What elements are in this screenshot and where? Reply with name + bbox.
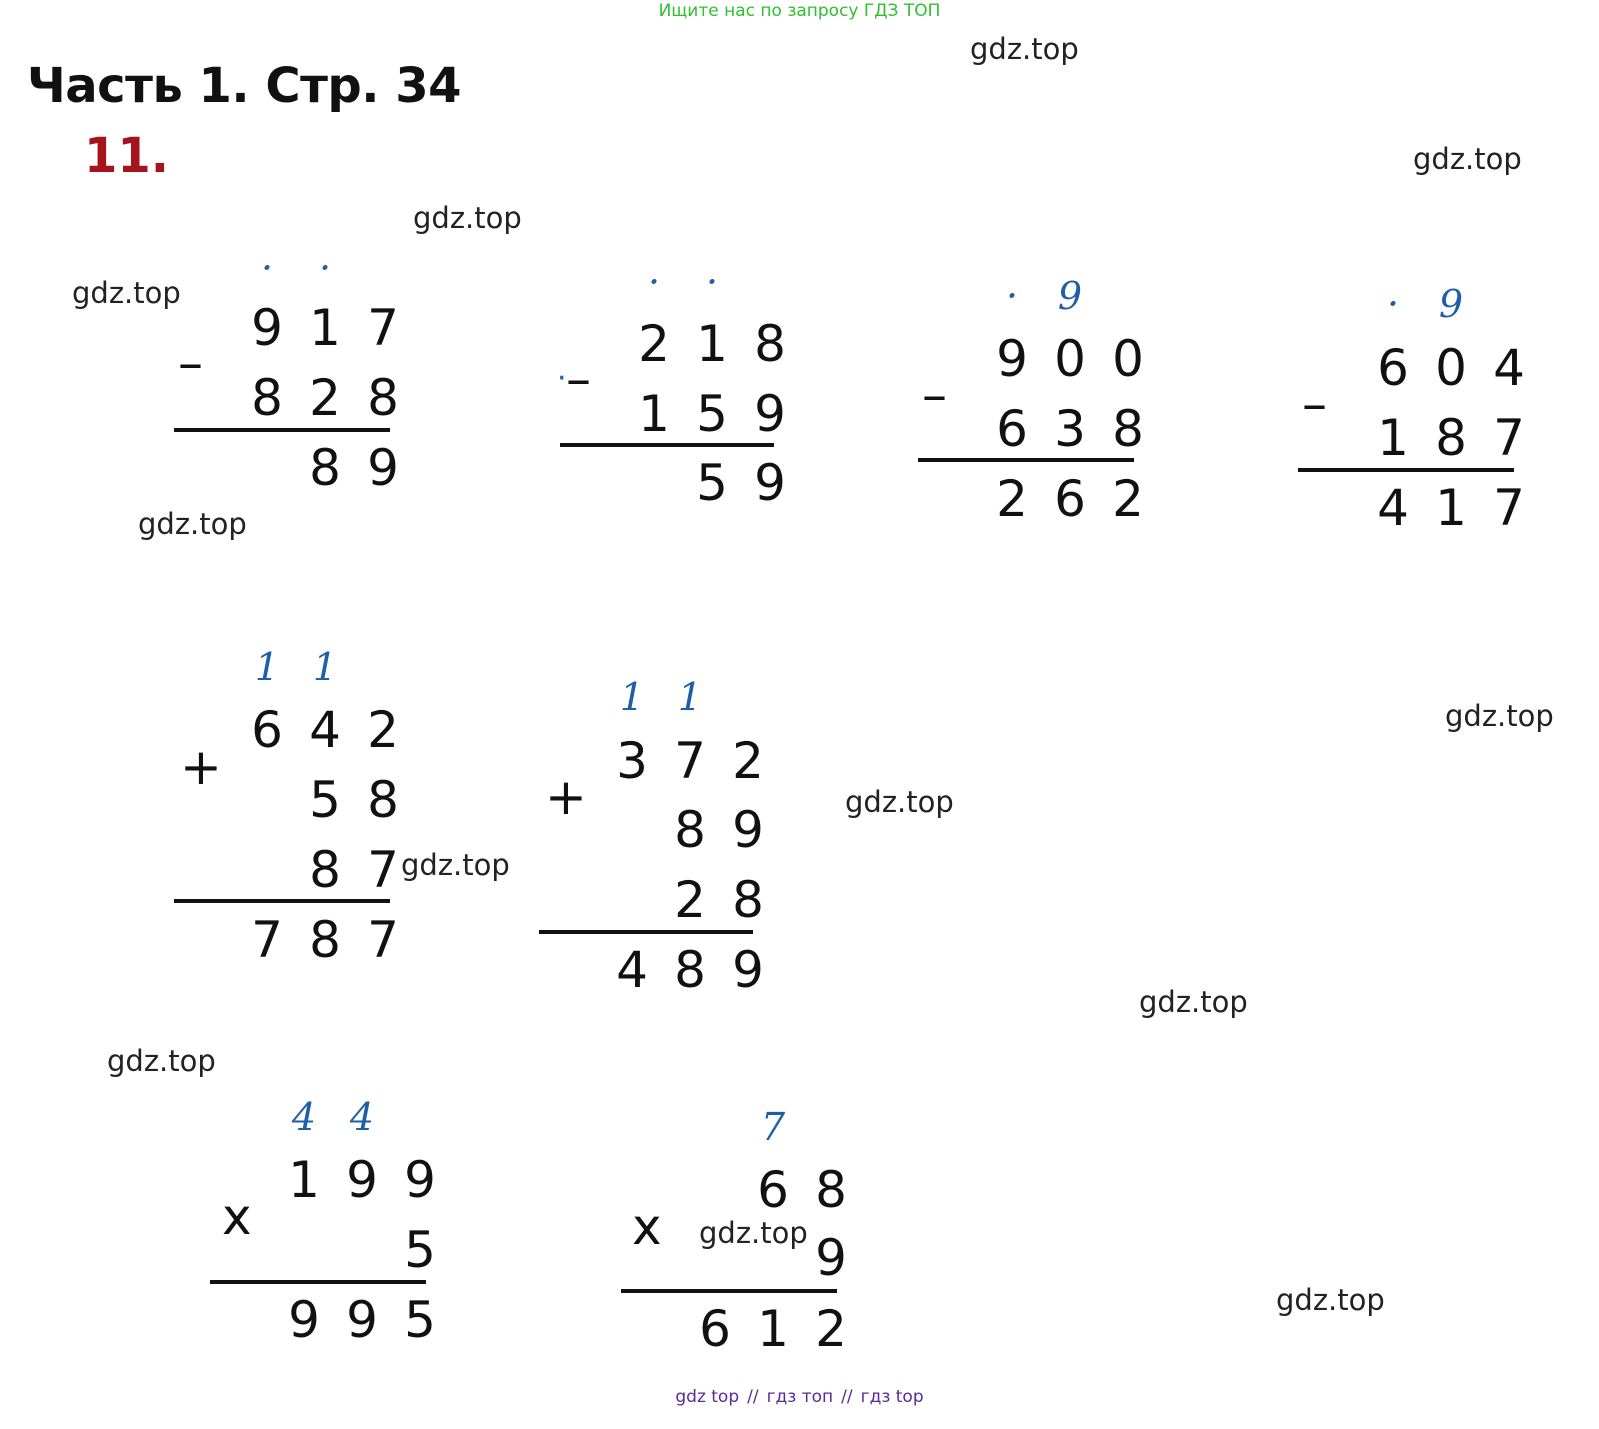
result-line — [174, 899, 390, 903]
result-line — [621, 1289, 837, 1293]
watermark: gdz.top — [1276, 1283, 1385, 1317]
digit: 1 — [309, 299, 341, 357]
digit: · — [647, 260, 661, 304]
carry-row — [1364, 274, 1538, 334]
digit: 1 — [696, 315, 728, 373]
digit: 8 — [1112, 400, 1144, 458]
result-line — [560, 443, 774, 447]
digit: 2 — [996, 470, 1028, 528]
digit: 6 — [699, 1300, 731, 1358]
digit: 1 — [312, 645, 338, 689]
watermark: gdz.top — [1413, 142, 1522, 176]
digit: 7 — [367, 841, 399, 899]
carry-row — [238, 637, 412, 697]
task-number: 11. — [84, 128, 170, 184]
digit: 4 — [1493, 339, 1525, 397]
digit: 2 — [732, 732, 764, 790]
digit: 6 — [757, 1161, 789, 1219]
digit: 1 — [1435, 479, 1467, 537]
digit: · — [1386, 282, 1400, 326]
digit: 4 — [291, 1095, 317, 1139]
digit: 2 — [1112, 470, 1144, 528]
watermark: gdz.top — [970, 32, 1079, 66]
digit: 8 — [309, 841, 341, 899]
digit: 9 — [1438, 282, 1464, 326]
digit: 5 — [404, 1221, 436, 1279]
footer — [0, 1387, 1599, 1407]
result-line — [174, 428, 390, 432]
digit: 8 — [309, 439, 341, 497]
carry-row — [238, 238, 412, 298]
digit: 8 — [251, 369, 283, 427]
operand-row — [238, 298, 412, 358]
footer-separator: // — [841, 1387, 853, 1407]
operation-sign: – — [1302, 375, 1327, 433]
operand-row — [983, 399, 1157, 459]
stray-dot: · — [557, 361, 567, 396]
digit: 9 — [996, 330, 1028, 388]
operation-sign: + — [180, 738, 222, 796]
digit: 8 — [815, 1161, 847, 1219]
digit: 9 — [251, 299, 283, 357]
digit: 4 — [349, 1095, 375, 1139]
operand-row — [1364, 338, 1538, 398]
footer-part: gdz top — [675, 1387, 740, 1407]
digit: 2 — [309, 369, 341, 427]
watermark: gdz.top — [401, 848, 510, 882]
digit: · — [705, 260, 719, 304]
operand-row — [686, 1228, 860, 1288]
operation-sign: x — [222, 1188, 252, 1246]
digit: 9 — [815, 1229, 847, 1287]
digit: 1 — [638, 385, 670, 443]
digit: 1 — [677, 675, 703, 719]
digit: 8 — [367, 369, 399, 427]
operand-row — [686, 1160, 860, 1220]
digit: 3 — [616, 732, 648, 790]
operation-sign: x — [632, 1198, 662, 1256]
carry-row — [275, 1087, 449, 1147]
operation-sign: + — [545, 768, 587, 826]
operand-row — [275, 1150, 449, 1210]
digit: 5 — [696, 454, 728, 512]
operand-row — [603, 731, 777, 791]
operand-row — [238, 368, 412, 428]
digit: 7 — [251, 911, 283, 969]
watermark: gdz.top — [138, 507, 247, 541]
operand-row — [603, 870, 777, 930]
digit: 9 — [288, 1291, 320, 1349]
digit: 1 — [254, 645, 280, 689]
digit: 7 — [1493, 479, 1525, 537]
digit: 5 — [696, 385, 728, 443]
digit: 0 — [1112, 330, 1144, 388]
carry-row — [686, 1097, 860, 1157]
digit: 8 — [674, 801, 706, 859]
result-line — [210, 1280, 426, 1284]
page-title: Часть 1. Стр. 34 — [27, 58, 462, 114]
result-row — [238, 438, 412, 498]
digit: 8 — [674, 941, 706, 999]
watermark: gdz.top — [845, 785, 954, 819]
carry-row — [983, 266, 1157, 326]
digit: 4 — [1377, 479, 1409, 537]
watermark: gdz.top — [1445, 699, 1554, 733]
watermark: gdz.top — [413, 201, 522, 235]
digit: 6 — [996, 400, 1028, 458]
result-row — [275, 1290, 449, 1350]
digit: 5 — [309, 771, 341, 829]
watermark: gdz.top — [72, 276, 181, 310]
digit: 6 — [1054, 470, 1086, 528]
digit: 1 — [757, 1300, 789, 1358]
digit: 8 — [309, 911, 341, 969]
digit: 1 — [619, 675, 645, 719]
digit: · — [1005, 274, 1019, 318]
digit: 8 — [1435, 409, 1467, 467]
watermark: gdz.top — [107, 1044, 216, 1078]
digit: 2 — [638, 315, 670, 373]
top-banner: Ищите нас по запросу ГДЗ ТОП — [658, 1, 941, 21]
digit: 9 — [367, 439, 399, 497]
result-line — [539, 930, 753, 934]
digit: 7 — [674, 732, 706, 790]
digit: · — [318, 246, 332, 290]
watermark: gdz.top — [1139, 985, 1248, 1019]
operand-row — [1364, 408, 1538, 468]
operand-row — [625, 314, 799, 374]
digit: 2 — [367, 701, 399, 759]
digit: · — [260, 246, 274, 290]
digit: 9 — [754, 385, 786, 443]
operation-sign: – — [178, 334, 203, 392]
digit: 9 — [346, 1291, 378, 1349]
result-row — [983, 469, 1157, 529]
digit: 7 — [367, 911, 399, 969]
operand-row — [983, 329, 1157, 389]
digit: 8 — [732, 871, 764, 929]
digit: 0 — [1435, 339, 1467, 397]
carry-row — [603, 667, 777, 727]
result-row — [603, 940, 777, 1000]
digit: 1 — [1377, 409, 1409, 467]
digit: 5 — [404, 1291, 436, 1349]
operation-sign: – — [922, 366, 947, 424]
operand-row — [625, 384, 799, 444]
digit: 6 — [251, 701, 283, 759]
footer-part: гдз top — [860, 1387, 924, 1407]
digit: 6 — [1377, 339, 1409, 397]
result-line — [1298, 468, 1514, 472]
digit: 4 — [616, 941, 648, 999]
digit: 2 — [674, 871, 706, 929]
watermark: gdz.top — [699, 1216, 808, 1250]
digit: 9 — [732, 801, 764, 859]
digit: 0 — [1054, 330, 1086, 388]
digit: 7 — [1493, 409, 1525, 467]
result-line — [918, 458, 1134, 462]
carry-row — [625, 252, 799, 312]
operand-row — [603, 800, 777, 860]
digit: 3 — [1054, 400, 1086, 458]
result-row — [238, 910, 412, 970]
digit: 8 — [367, 771, 399, 829]
digit: 9 — [754, 454, 786, 512]
digit: 7 — [760, 1105, 786, 1149]
digit: 9 — [1057, 274, 1083, 318]
digit: 9 — [346, 1151, 378, 1209]
digit: 4 — [309, 701, 341, 759]
digit: 8 — [754, 315, 786, 373]
footer-part: гдз топ — [766, 1387, 834, 1407]
result-row — [1364, 478, 1538, 538]
operand-row — [275, 1220, 449, 1280]
digit: 1 — [288, 1151, 320, 1209]
operand-row — [238, 700, 412, 760]
result-row — [686, 1299, 860, 1359]
operand-row — [238, 840, 412, 900]
footer-separator: // — [747, 1387, 759, 1407]
result-row — [625, 453, 799, 513]
digit: 9 — [404, 1151, 436, 1209]
digit: 2 — [815, 1300, 847, 1358]
operand-row — [238, 770, 412, 830]
digit: 7 — [367, 299, 399, 357]
digit: 9 — [732, 941, 764, 999]
operation-sign: – — [566, 350, 591, 408]
